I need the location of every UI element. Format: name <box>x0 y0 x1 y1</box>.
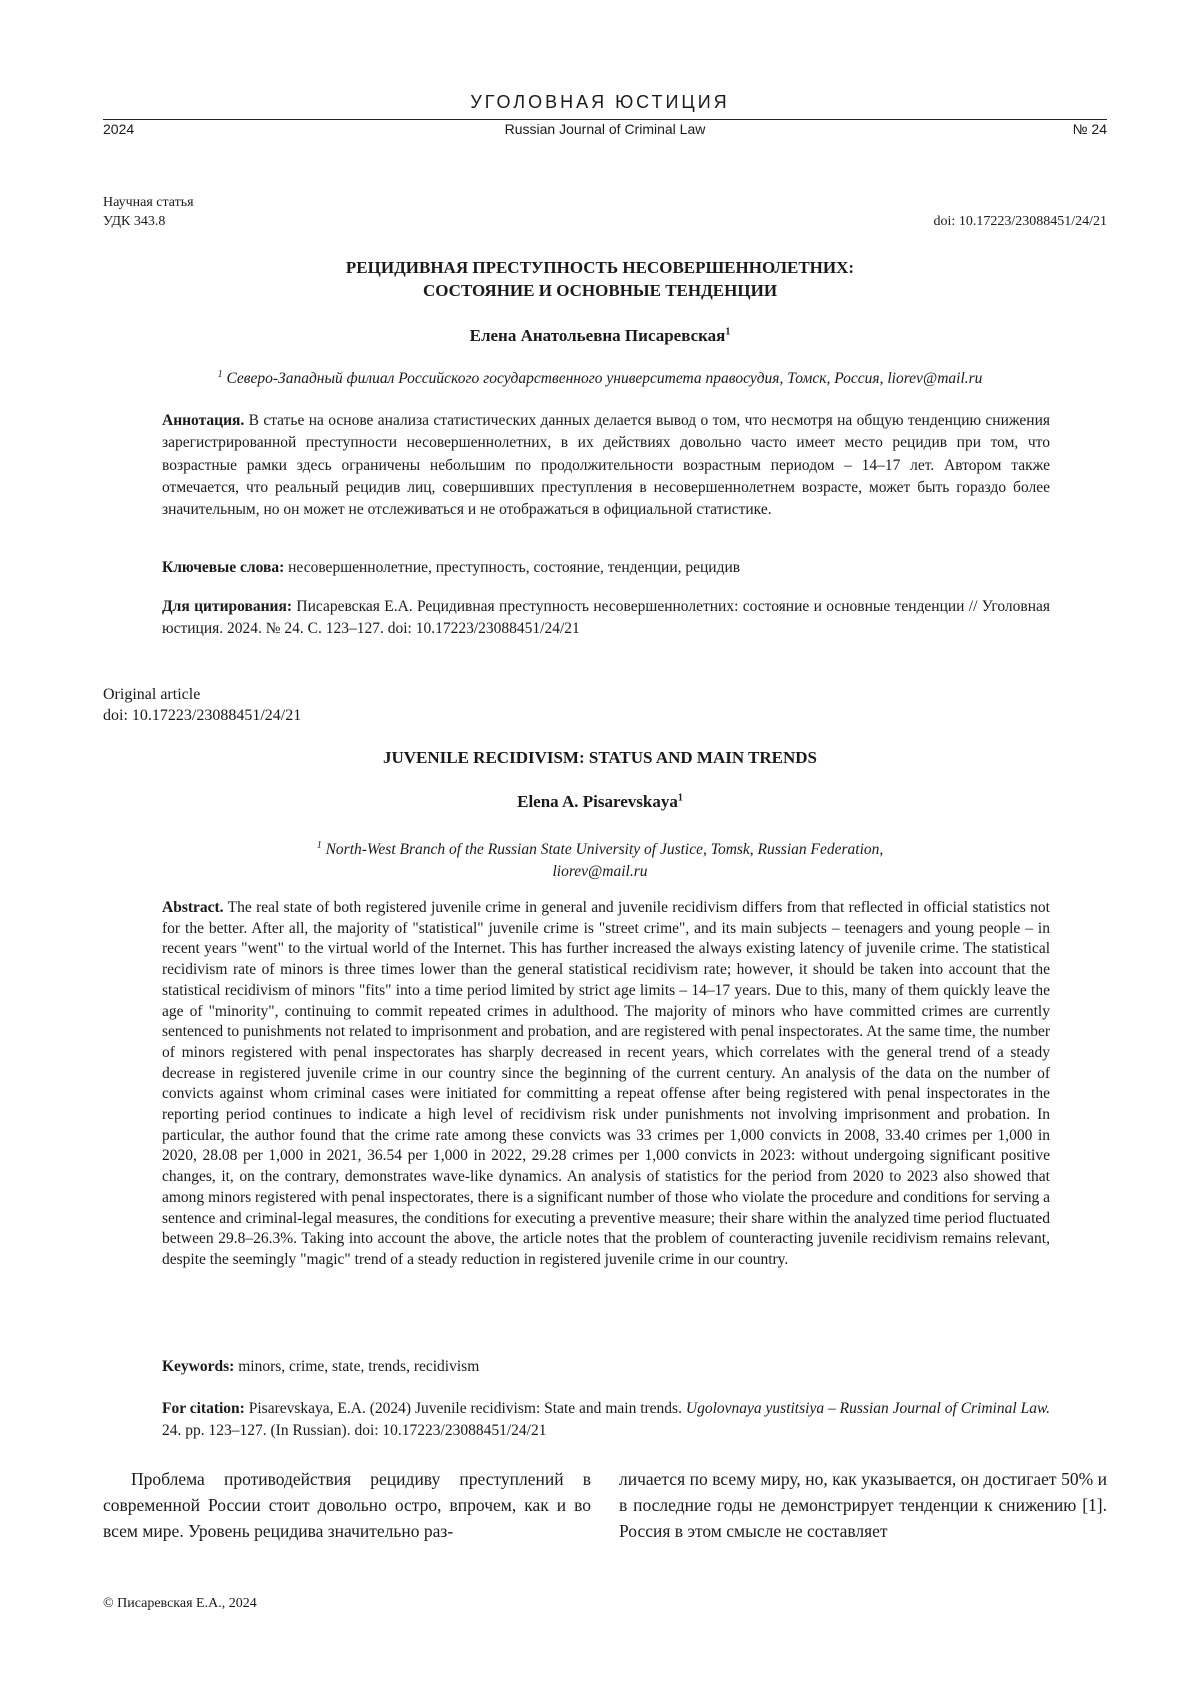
ru-doi: doi: 10.17223/23088451/24/21 <box>933 214 1107 229</box>
ru-citation <box>162 596 1050 640</box>
ru-citation-label: Для цитирования: <box>162 598 293 615</box>
ru-article-type: Научная статья <box>103 195 194 210</box>
ru-abstract <box>162 410 1050 521</box>
en-article-title: JUVENILE RECIDIVISM: STATUS AND MAIN TRENDS <box>382 748 818 767</box>
ru-affiliation <box>0 369 1200 388</box>
en-affiliation-line-1: North-West Branch of the Russian State University of Justice, Tomsk, Russian Federation, <box>325 841 884 859</box>
header-divider <box>103 119 1107 120</box>
en-author <box>0 792 1200 812</box>
en-keywords-text: minors, crime, state, trends, recidivism <box>238 1358 480 1375</box>
en-article-meta <box>103 684 301 726</box>
journal-title: УГОЛОВНАЯ ЮСТИЦИЯ <box>470 92 730 112</box>
body-column-right: личается по всему миру, но, как указывается, он достигает 50% и в последние годы не демонстрирует тенденции к снижению [1]. Россия в этом смысле не составляет <box>619 1469 1107 1541</box>
en-citation-journal: Ugolovnaya yustitsiya – Russian Journal of Criminal Law. <box>685 1400 1051 1417</box>
en-keywords <box>162 1356 1050 1378</box>
en-citation-label: For citation: <box>162 1400 245 1417</box>
en-affiliation <box>0 835 1200 883</box>
copyright-notice: © Писаревская Е.А., 2024 <box>103 1596 257 1611</box>
ru-udk: УДК 343.8 <box>103 214 166 229</box>
ru-article-meta <box>103 193 1107 231</box>
en-abstract-text: The real state of both registered juvenile crime in general and juvenile recidivism differs from that reflected in official statistics not for the better. After all, the majority of "statistical" juvenile crime is "street crime", and its main subjects – teenagers and young people – in recent years "went" to the virtual world of the Internet. This has further increased the always existing latency of juvenile crime. The statistical recidivism rate of minors is three times lower than the general statistical recidivism rate; however, it should be taken into account that the statistical recidivism of minors "fits" into a time period limited by strict age limits – 14–17 years. Due to this, many of them quickly leave the age of "minority", continuing to commit repeated crimes in adulthood. The majority of minors who have committed crimes are currently sentenced to punishments not related to imprisonment and probation, and are registered with penal inspectorates. At the same time, the number of minors registered with penal inspectorates has sharply decreased in recent years, which correlates with the general trend of a steady decrease in registered juvenile crime in our country since the beginning of the current century. An analysis of the data on the number of convicts against whom criminal cases were initiated for committing a repeat offense after being registered with penal inspectorates in the reporting period continues to indicate a high level of recidivism risk under punishments not involving imprisonment and probation. In particular, the author found that the crime rate among these convicts was 33 crimes per 1,000 convicts in 2008, 33.40 crimes per 1,000 in 2020, 28.08 per 1,000 in 2021, 36.54 per 1,000 in 2022, 29.28 crimes per 1,000 convicts in 2023: without undergoing significant positive changes, it, on the contrary, demonstrates wave-like dynamics. An analysis of statistics for the period from 2020 to 2023 also showed that among minors registered with penal inspectorates, there is a significant number of those who violate the procedure and conditions for serving a sentence and criminal-legal measures, the conditions for executing a preventive measure; their share within the analyzed time period fluctuated between 29.8–26.3%. Taking into account the above, the article notes that the problem of counteracting juvenile recidivism remains relevant, despite the seemingly "magic" trend of a steady reduction in registered juvenile crime in our country. <box>162 899 1050 1268</box>
ru-abstract-label: Аннотация. <box>162 412 245 429</box>
ru-abstract-text: В статье на основе анализа статистических данных делается вывод о том, что несмотря на общую тенденцию снижения зарегистрированной преступности несовершеннолетних, в их действиях довольно часто имеет место рецидив при том, что возрастные рамки здесь ограничены небольшим по продолжительности возрастным периодом – 14–17 лет. Автором также отмечается, что реальный рецидив лиц, совершивших преступления в несовершеннолетнем возрасте, может быть гораздо более значительным, но он может не отслеживаться и не отображаться в официальной статистике. <box>162 412 1050 519</box>
en-affiliation-line-2: liorev@mail.ru <box>552 863 648 881</box>
en-keywords-label: Keywords: <box>162 1358 235 1375</box>
ru-keywords <box>162 557 1050 579</box>
body-column-left: Проблема противодействия рецидиву преступлений в современной России стоит довольно остро, впрочем, как и во всем мире. Уровень рецидива значительно раз- <box>103 1469 591 1541</box>
ru-title-line-2: СОСТОЯНИЕ И ОСНОВНЫЕ ТЕНДЕНЦИИ <box>422 281 778 300</box>
en-affiliation-superscript: 1 <box>316 840 322 851</box>
ru-citation-text: Писаревская Е.А. Рецидивная преступность несовершеннолетних: состояние и основные тенденции // Уголовная юстиция. 2024. № 24. С. 123–127. doi: 10.17223/23088451/24/21 <box>162 598 1051 637</box>
ru-author-superscript: 1 <box>725 326 731 338</box>
ru-author <box>0 326 1200 346</box>
ru-author-name: Елена Анатольевна Писаревская <box>469 326 726 345</box>
en-abstract-label: Abstract. <box>162 899 224 916</box>
en-article-type: Original article <box>103 686 201 703</box>
en-citation-text: Pisarevskaya, E.A. (2024) Juvenile recidivism: State and main trends. <box>248 1400 682 1417</box>
ru-keywords-text: несовершеннолетние, преступность, состояние, тенденции, рецидив <box>288 559 741 576</box>
header-journal-name: Russian Journal of Criminal Law <box>504 121 706 137</box>
ru-affiliation-superscript: 1 <box>217 369 223 380</box>
header-year: 2024 <box>103 121 135 137</box>
en-abstract <box>162 898 1050 1271</box>
ru-title-line-1: РЕЦИДИВНАЯ ПРЕСТУПНОСТЬ НЕСОВЕРШЕННОЛЕТНИХ: <box>345 258 855 277</box>
ru-keywords-label: Ключевые слова: <box>162 559 285 576</box>
en-citation-details: 24. pp. 123–127. (In Russian). doi: 10.17223/23088451/24/21 <box>162 1422 547 1439</box>
en-author-name: Elena A. Pisarevskaya <box>517 792 678 811</box>
en-author-superscript: 1 <box>677 792 683 804</box>
ru-affiliation-text: Северо-Западный филиал Российского государственного университета правосудия, Томск, Россия, liorev@mail.ru <box>226 370 983 388</box>
en-citation <box>162 1398 1050 1442</box>
header-issue-number: № 24 <box>1072 121 1107 137</box>
ru-article-title <box>0 256 1200 302</box>
en-doi: doi: 10.17223/23088451/24/21 <box>103 707 302 724</box>
